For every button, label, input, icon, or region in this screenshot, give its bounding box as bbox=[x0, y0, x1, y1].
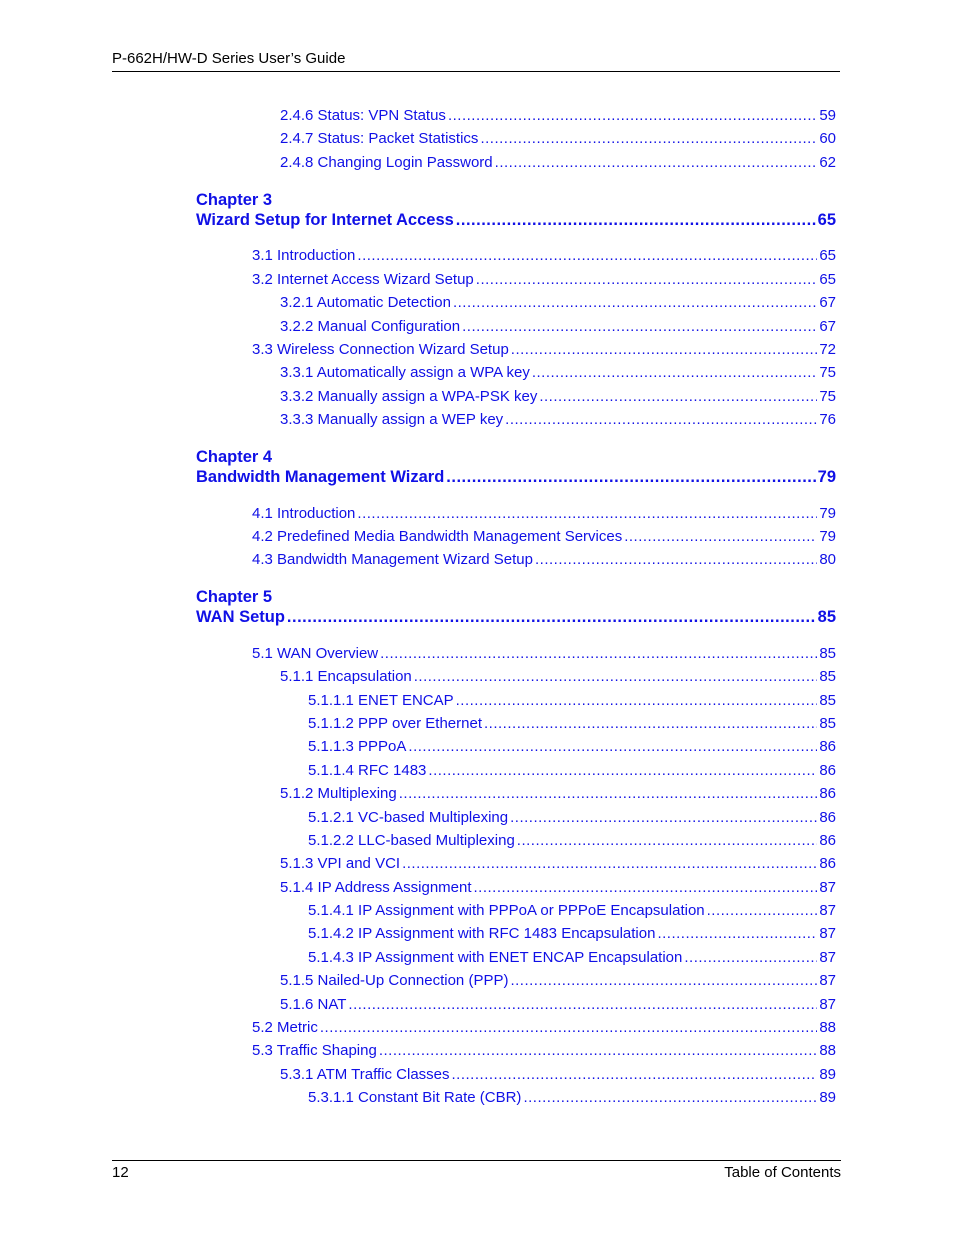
toc-entry-label: 5.3.1.1 Constant Bit Rate (CBR) bbox=[308, 1089, 522, 1106]
toc-page-number: 62 bbox=[819, 154, 836, 171]
toc-entry-label: 5.2 Metric bbox=[252, 1019, 318, 1036]
toc-entry[interactable] bbox=[280, 130, 836, 147]
toc-entry[interactable] bbox=[280, 785, 836, 802]
toc-entry[interactable] bbox=[308, 738, 836, 755]
toc-page-number: 85 bbox=[819, 645, 836, 662]
dot-leader bbox=[474, 879, 818, 896]
dot-leader bbox=[532, 364, 817, 381]
toc-entry[interactable] bbox=[308, 715, 836, 732]
dot-leader bbox=[428, 762, 817, 779]
toc-entry-label: 3.2 Internet Access Wizard Setup bbox=[252, 271, 474, 288]
chapter-heading bbox=[196, 447, 836, 487]
toc-entry-label: 4.3 Bandwidth Management Wizard Setup bbox=[252, 551, 533, 568]
dot-leader bbox=[446, 467, 815, 487]
toc-page-number: 87 bbox=[819, 972, 836, 989]
chapter-title: WAN Setup bbox=[196, 608, 285, 626]
toc-entry-label: 3.3 Wireless Connection Wizard Setup bbox=[252, 341, 509, 358]
dot-leader bbox=[408, 738, 817, 755]
chapter-number: Chapter 3 bbox=[196, 191, 273, 209]
footer-section-title: Table of Contents bbox=[724, 1164, 841, 1181]
toc-entry-label: 5.1.2.1 VC-based Multiplexing bbox=[308, 809, 509, 826]
toc-page-number: 87 bbox=[819, 879, 836, 896]
dot-leader bbox=[379, 1042, 818, 1059]
dot-leader bbox=[535, 551, 817, 568]
dot-leader bbox=[448, 107, 817, 124]
dot-leader bbox=[484, 715, 817, 732]
toc-entry[interactable] bbox=[252, 505, 836, 522]
toc-entry-label: 2.4.6 Status: VPN Status bbox=[280, 107, 446, 124]
toc-page-number: 65 bbox=[819, 247, 836, 264]
dot-leader bbox=[452, 1066, 818, 1083]
dot-leader bbox=[462, 318, 817, 335]
dot-leader bbox=[380, 645, 817, 662]
dot-leader bbox=[707, 902, 818, 919]
toc-entry[interactable] bbox=[280, 996, 836, 1013]
toc-entry-label: 5.1.4.3 IP Assignment with ENET ENCAP Encapsulation bbox=[308, 949, 683, 966]
toc-entry-label: 4.2 Predefined Media Bandwidth Management Services bbox=[252, 528, 623, 545]
dot-leader bbox=[480, 130, 817, 147]
toc-entry-label: 5.1.2.2 LLC-based Multiplexing bbox=[308, 832, 515, 849]
toc-page-number: 86 bbox=[819, 832, 836, 849]
dot-leader bbox=[511, 341, 818, 358]
dot-leader bbox=[320, 1019, 817, 1036]
chapter-title-link[interactable] bbox=[196, 467, 836, 487]
toc-page-number: 86 bbox=[819, 855, 836, 872]
toc-entry-label: 5.1.2 Multiplexing bbox=[280, 785, 397, 802]
toc-entry[interactable] bbox=[308, 1089, 836, 1106]
dot-leader bbox=[348, 996, 817, 1013]
toc-entry-label: 3.1 Introduction bbox=[252, 247, 356, 264]
toc-entry[interactable] bbox=[252, 1042, 836, 1059]
toc-entry-label: 2.4.7 Status: Packet Statistics bbox=[280, 130, 479, 147]
toc-entry[interactable] bbox=[308, 902, 836, 919]
toc-page-number: 85 bbox=[819, 715, 836, 732]
toc-page-number: 86 bbox=[819, 785, 836, 802]
toc-page-number: 76 bbox=[819, 411, 836, 428]
running-header bbox=[112, 50, 840, 72]
toc-entry-label: 5.1.4.2 IP Assignment with RFC 1483 Encapsulation bbox=[308, 925, 656, 942]
dot-leader bbox=[684, 949, 817, 966]
toc-entry-label: 5.1.1.3 PPPoA bbox=[308, 738, 407, 755]
toc-entry-label: 5.1.4.1 IP Assignment with PPPoA or PPPoE Encapsulation bbox=[308, 902, 705, 919]
toc-entry[interactable] bbox=[280, 388, 836, 405]
dot-leader bbox=[456, 692, 818, 709]
toc-entry[interactable] bbox=[308, 809, 836, 826]
toc-page-number: 88 bbox=[819, 1042, 836, 1059]
toc-entry-label: 5.1.5 Nailed-Up Connection (PPP) bbox=[280, 972, 509, 989]
dot-leader bbox=[414, 668, 818, 685]
guide-title: P-662H/HW-D Series User’s Guide bbox=[112, 50, 346, 67]
chapter-title: Bandwidth Management Wizard bbox=[196, 468, 445, 486]
running-footer bbox=[112, 1160, 841, 1181]
dot-leader bbox=[456, 210, 816, 230]
toc-entry[interactable] bbox=[280, 318, 836, 335]
chapter-number: Chapter 4 bbox=[196, 448, 273, 466]
toc-entry[interactable] bbox=[252, 247, 836, 264]
toc-entry-label: 3.3.3 Manually assign a WEP key bbox=[280, 411, 504, 428]
toc-page-number: 85 bbox=[819, 692, 836, 709]
toc-entry-label: 3.3.2 Manually assign a WPA-PSK key bbox=[280, 388, 538, 405]
toc-entry-label: 5.1 WAN Overview bbox=[252, 645, 379, 662]
toc-entry[interactable] bbox=[308, 949, 836, 966]
chapter-title-link[interactable] bbox=[196, 210, 836, 230]
toc-page-number: 80 bbox=[819, 551, 836, 568]
chapter-title: Wizard Setup for Internet Access bbox=[196, 211, 454, 229]
toc-entry-label: 5.1.4 IP Address Assignment bbox=[280, 879, 472, 896]
toc-entry[interactable] bbox=[308, 762, 836, 779]
dot-leader bbox=[453, 294, 817, 311]
toc-entry[interactable] bbox=[308, 925, 836, 942]
toc-entry-label: 2.4.8 Changing Login Password bbox=[280, 154, 493, 171]
toc-page-number: 87 bbox=[819, 949, 836, 966]
toc-entry-label: 5.3 Traffic Shaping bbox=[252, 1042, 377, 1059]
toc-entry[interactable] bbox=[280, 855, 836, 872]
page-number: 12 bbox=[112, 1164, 129, 1181]
toc-entry-label: 5.1.1.2 PPP over Ethernet bbox=[308, 715, 483, 732]
toc-entry-label: 5.3.1 ATM Traffic Classes bbox=[280, 1066, 450, 1083]
dot-leader bbox=[510, 972, 817, 989]
toc-entry[interactable] bbox=[308, 692, 836, 709]
toc-page-number: 65 bbox=[819, 271, 836, 288]
toc-page-number: 75 bbox=[819, 388, 836, 405]
dot-leader bbox=[476, 271, 818, 288]
toc-page-number: 87 bbox=[819, 996, 836, 1013]
dot-leader bbox=[657, 925, 817, 942]
toc-entry[interactable] bbox=[280, 154, 836, 171]
toc-page-number: 85 bbox=[819, 668, 836, 685]
toc-entry[interactable] bbox=[280, 107, 836, 124]
toc-page-number: 86 bbox=[819, 738, 836, 755]
toc-entry[interactable] bbox=[280, 411, 836, 428]
toc-entry[interactable] bbox=[280, 879, 836, 896]
toc-page-number: 75 bbox=[819, 364, 836, 381]
toc-entry-label: 4.1 Introduction bbox=[252, 505, 356, 522]
dot-leader bbox=[539, 388, 817, 405]
toc-entry-label: 3.2.1 Automatic Detection bbox=[280, 294, 451, 311]
toc-entry[interactable] bbox=[252, 528, 836, 545]
toc-page-number: 79 bbox=[819, 528, 836, 545]
toc-page-number: 86 bbox=[819, 809, 836, 826]
toc-entry[interactable] bbox=[280, 364, 836, 381]
toc-entry[interactable] bbox=[280, 1066, 836, 1083]
toc-page-number: 67 bbox=[819, 318, 836, 335]
toc-page-number: 67 bbox=[819, 294, 836, 311]
chapter-page-number: 85 bbox=[817, 608, 836, 626]
toc-entry-label: 5.1.1 Encapsulation bbox=[280, 668, 412, 685]
toc-page-number: 89 bbox=[819, 1089, 836, 1106]
dot-leader bbox=[357, 505, 817, 522]
toc-page-number: 72 bbox=[819, 341, 836, 358]
toc-entry[interactable] bbox=[308, 832, 836, 849]
toc-entry-label: 5.1.3 VPI and VCI bbox=[280, 855, 401, 872]
dot-leader bbox=[399, 785, 818, 802]
dot-leader bbox=[357, 247, 817, 264]
toc-entry[interactable] bbox=[280, 668, 836, 685]
toc-page-number: 88 bbox=[819, 1019, 836, 1036]
toc-page-number: 89 bbox=[819, 1066, 836, 1083]
toc-entry-label: 3.3.1 Automatically assign a WPA key bbox=[280, 364, 530, 381]
toc-page-number: 60 bbox=[819, 130, 836, 147]
dot-leader bbox=[624, 528, 817, 545]
chapter-heading bbox=[196, 587, 836, 627]
dot-leader bbox=[517, 832, 818, 849]
chapter-heading bbox=[196, 190, 836, 230]
chapter-page-number: 65 bbox=[817, 211, 836, 229]
toc-entry-label: 5.1.6 NAT bbox=[280, 996, 347, 1013]
toc-entry-label: 5.1.1.4 RFC 1483 bbox=[308, 762, 427, 779]
dot-leader bbox=[505, 411, 817, 428]
toc-page-number: 87 bbox=[819, 902, 836, 919]
toc-entry[interactable] bbox=[252, 271, 836, 288]
toc-entry[interactable] bbox=[252, 1019, 836, 1036]
toc-entry[interactable] bbox=[280, 294, 836, 311]
dot-leader bbox=[523, 1089, 817, 1106]
chapter-number: Chapter 5 bbox=[196, 588, 273, 606]
toc-page-number: 86 bbox=[819, 762, 836, 779]
dot-leader bbox=[510, 809, 817, 826]
toc-page-number: 59 bbox=[819, 107, 836, 124]
dot-leader bbox=[402, 855, 817, 872]
toc-page-number: 79 bbox=[819, 505, 836, 522]
toc-page-number: 87 bbox=[819, 925, 836, 942]
toc-entry-label: 3.2.2 Manual Configuration bbox=[280, 318, 461, 335]
dot-leader bbox=[495, 154, 818, 171]
toc-entry[interactable] bbox=[280, 972, 836, 989]
dot-leader bbox=[287, 607, 816, 627]
toc-entry-label: 5.1.1.1 ENET ENCAP bbox=[308, 692, 454, 709]
chapter-title-link[interactable] bbox=[196, 607, 836, 627]
toc-entry[interactable] bbox=[252, 551, 836, 568]
chapter-page-number: 79 bbox=[817, 468, 836, 486]
toc-entry[interactable] bbox=[252, 341, 836, 358]
toc-entry[interactable] bbox=[252, 645, 836, 662]
